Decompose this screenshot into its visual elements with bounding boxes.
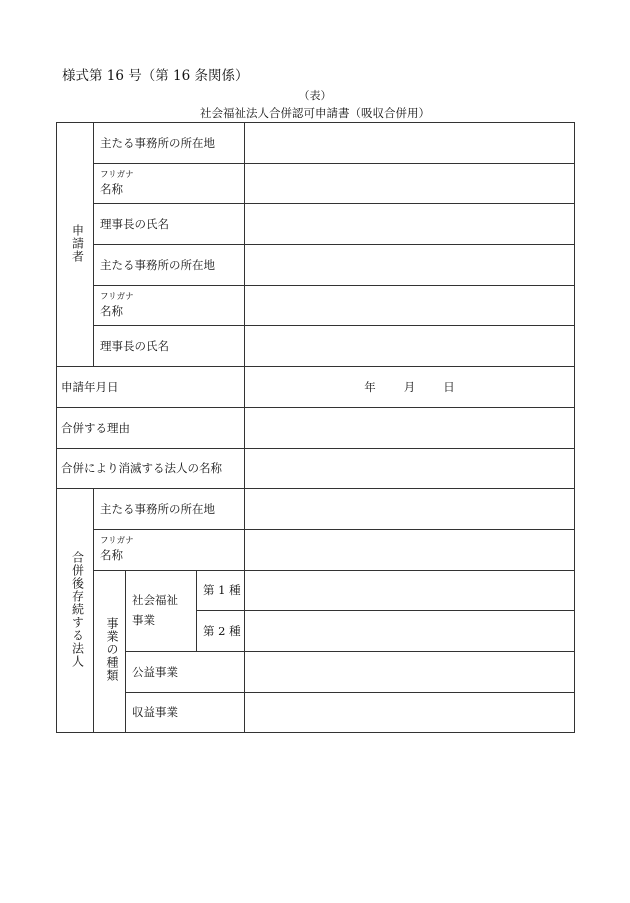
type2-label: 第 2 種 [197, 611, 245, 652]
public-interest-field[interactable] [245, 651, 575, 692]
main-office-label-1: 主たる事務所の所在地 [94, 123, 245, 164]
name-label-1: 名称 [100, 181, 123, 196]
date-day-label: 日 [443, 379, 455, 394]
merger-reason-row [57, 407, 575, 448]
applicant-chairman-row-2 [57, 326, 575, 367]
name-label-2: 名称 [100, 303, 123, 318]
form-number: 様式第 16 号（第 16 条関係） [62, 68, 249, 84]
type1-label: 第 1 種 [197, 570, 245, 611]
dissolved-corp-label: 合併により消滅する法人の名称 [57, 448, 245, 489]
name-label-3: 名称 [100, 547, 123, 562]
social-welfare-label-line2: 事業 [132, 612, 155, 627]
applicant-label: 申請者 [70, 223, 85, 263]
public-interest-row [57, 651, 575, 692]
applicant-chairman-row-1 [57, 204, 575, 245]
name-field-1[interactable] [245, 163, 575, 204]
main-office-label-2: 主たる事務所の所在地 [94, 245, 245, 286]
main-office-field-1[interactable] [245, 123, 575, 164]
applicant-label-cell [57, 123, 94, 367]
application-form-table [56, 122, 575, 733]
surviving-name-row [57, 529, 575, 570]
main-office-field-2[interactable] [245, 245, 575, 286]
merger-reason-label: 合併する理由 [57, 407, 245, 448]
furigana-label-1: フリガナ [100, 170, 134, 181]
furigana-label-3: フリガナ [100, 536, 134, 547]
applicant-name-row-1 [57, 163, 575, 204]
application-date-field[interactable] [245, 367, 575, 408]
merger-reason-field[interactable] [245, 407, 575, 448]
chairman-label-1: 理事長の氏名 [94, 204, 245, 245]
applicant-name-row-2 [57, 285, 575, 326]
social-welfare-label-line1: 社会福祉 [132, 593, 178, 608]
applicant-office-row-1 [57, 123, 575, 164]
dissolved-corp-field[interactable] [245, 448, 575, 489]
type1-field[interactable] [245, 570, 575, 611]
profit-label: 収益事業 [126, 692, 245, 733]
chairman-label-2: 理事長の氏名 [94, 326, 245, 367]
chairman-field-1[interactable] [245, 204, 575, 245]
type2-field[interactable] [245, 611, 575, 652]
application-date-label: 申請年月日 [57, 367, 245, 408]
date-month-label: 月 [403, 379, 416, 394]
chairman-field-2[interactable] [245, 326, 575, 367]
side-label: （表） [298, 89, 332, 102]
surviving-office-label: 主たる事務所の所在地 [94, 489, 245, 530]
surviving-corp-label-cell [57, 489, 94, 733]
document-title: 社会福祉法人合併認可申請書（吸収合併用） [200, 106, 430, 120]
applicant-office-row-2 [57, 245, 575, 286]
social-welfare-label-cell [126, 570, 197, 651]
surviving-name-label-cell [94, 529, 245, 570]
furigana-label-2: フリガナ [100, 292, 134, 303]
name-label-cell-2 [94, 285, 245, 326]
profit-field[interactable] [245, 692, 575, 733]
date-year-label: 年 [364, 379, 376, 394]
name-field-2[interactable] [245, 285, 575, 326]
business-types-label: 事業の種類 [105, 617, 119, 683]
public-interest-label: 公益事業 [126, 651, 245, 692]
application-date-row [57, 367, 575, 408]
surviving-office-field[interactable] [245, 489, 575, 530]
profit-row [57, 692, 575, 733]
name-label-cell-1 [94, 163, 245, 204]
business-types-label-cell [94, 570, 126, 733]
surviving-corp-label: 合併後存続する法人 [70, 550, 85, 668]
surviving-name-field[interactable] [245, 529, 575, 570]
surviving-office-row [57, 489, 575, 530]
dissolved-corp-row [57, 448, 575, 489]
business-type1-row [57, 570, 575, 611]
